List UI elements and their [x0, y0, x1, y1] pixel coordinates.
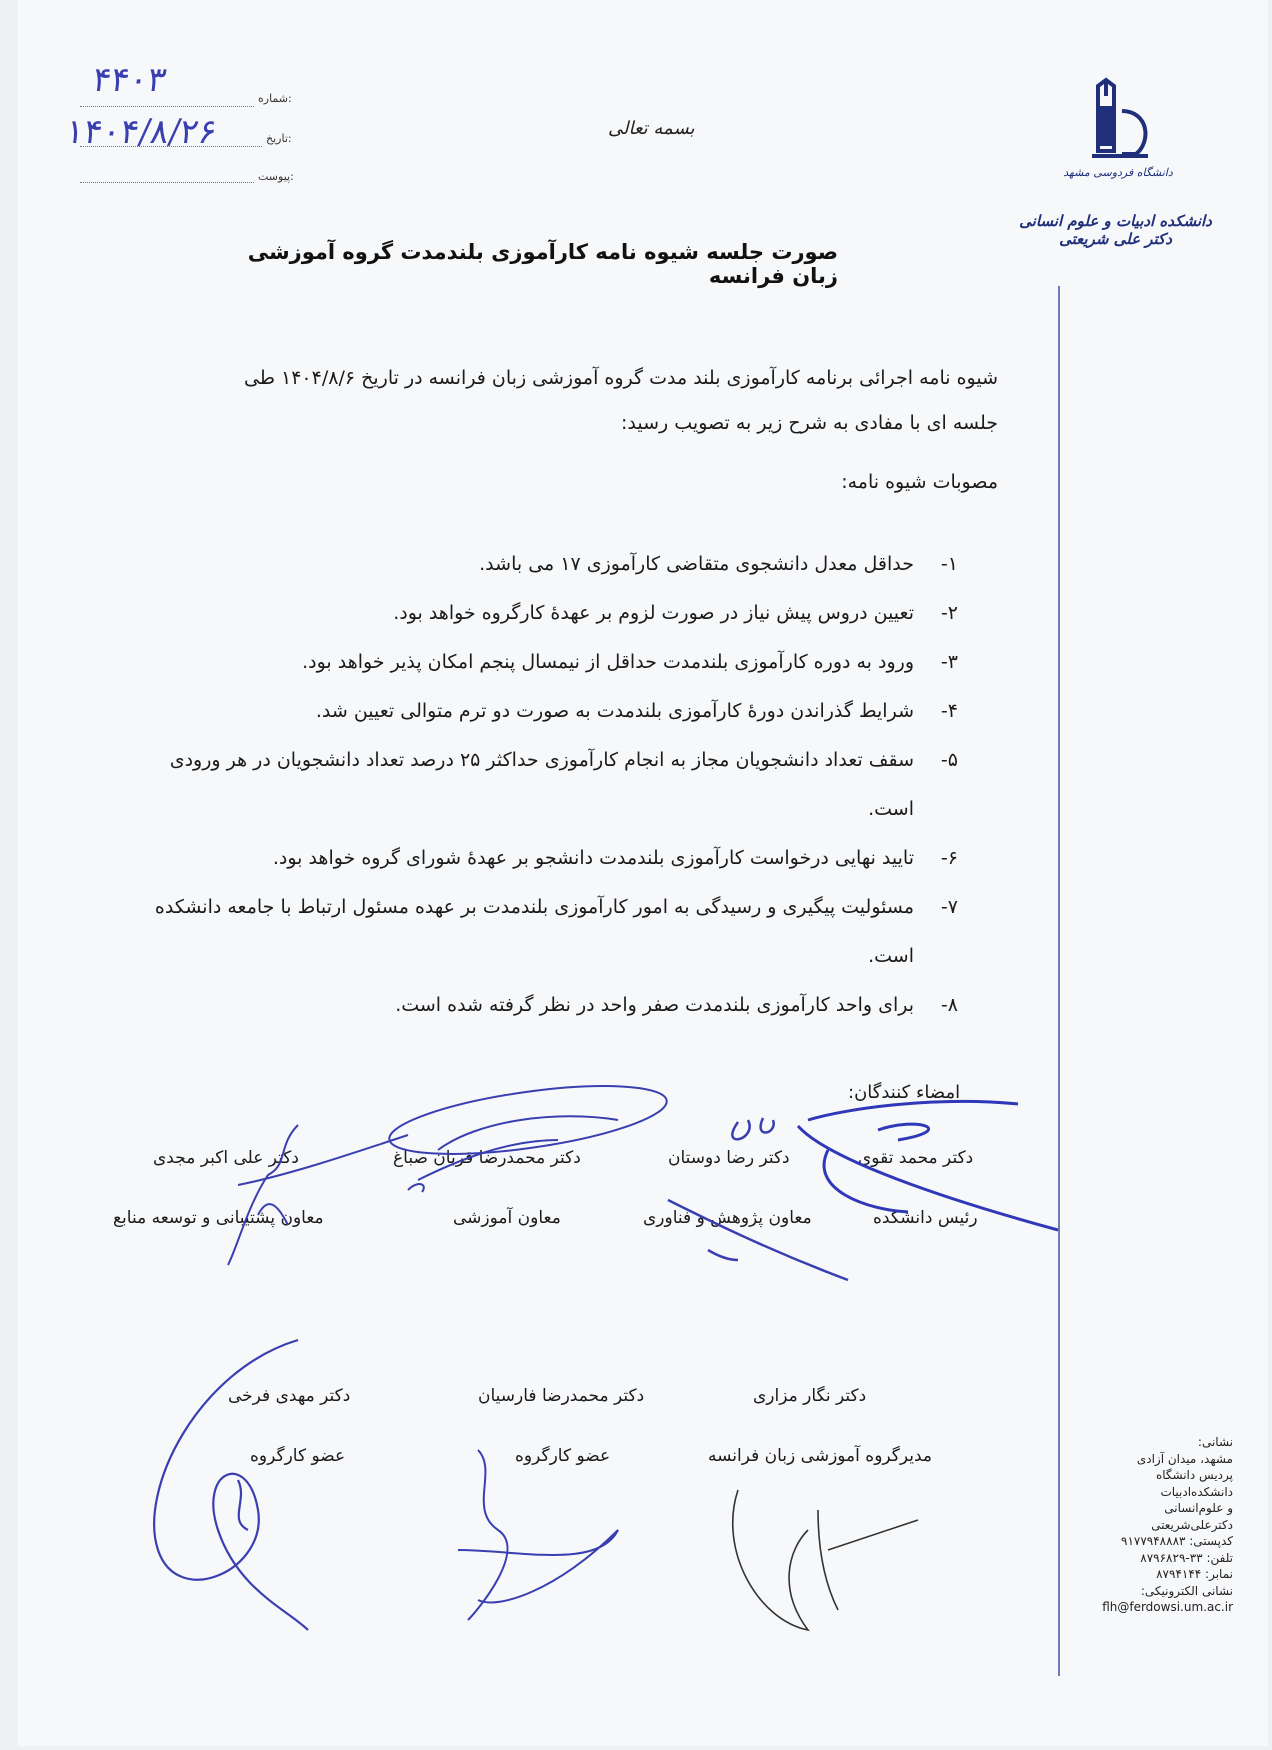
list-item [118, 834, 958, 883]
signatory-name: دکتر محمد تقوی [858, 1148, 974, 1168]
contact-line: تلفن: ۳۳-۸۷۹۶۸۲۹ [1140, 1550, 1233, 1565]
number-line [80, 106, 254, 107]
university-logo-text: دانشگاه فردوسی مشهد [1063, 166, 1173, 179]
contact-line: پردیس دانشگاه [1155, 1468, 1233, 1482]
attachment-label: پیوست: [258, 170, 294, 183]
item-text: مسئولیت پیگیری و رسیدگی به امور کارآموزی بلندمدت بر عهده مسئول ارتباط با جامعه دانشکده است. [154, 896, 914, 967]
signature-farsian-icon [438, 1430, 638, 1630]
signatory-title: معاون پژوهش و فناوری [643, 1208, 812, 1228]
basmala: بسمه تعالی [608, 118, 695, 139]
contact-email-link[interactable]: flh@ferdowsi.um.ac.ir [1102, 1600, 1233, 1614]
item-text: تایید نهایی درخواست کارآموزی بلندمدت دانشجو بر عهدۀ شورای گروه خواهد بود. [272, 847, 914, 869]
item-text: ورود به دوره کارآموزی بلندمدت حداقل از نیمسال پنجم امکان پذیر خواهد بود. [302, 651, 914, 673]
item-text: برای واحد کارآموزی بلندمدت صفر واحد در نظر گرفته شده است. [395, 994, 914, 1016]
item-text: تعیین دروس پیش نیاز در صورت لزوم بر عهدۀ کارگروه خواهد بود. [393, 602, 914, 624]
signatory-name: دکتر محمدرضا قربان صباغ [393, 1148, 581, 1168]
signatory-title: عضو کارگروه [515, 1446, 611, 1466]
item-number: ۸- [940, 994, 958, 1016]
signatory-name: دکتر علی اکبر مجدی [153, 1148, 299, 1168]
item-number: ۷- [940, 896, 958, 918]
item-text: حداقل معدل دانشجوی متقاضی کارآموزی ۱۷ می باشد. [479, 553, 914, 575]
contact-line: مشهد، میدان آزادی [1136, 1451, 1233, 1466]
date-handwritten: ۱۴۰۴/۸/۲۶ [63, 112, 220, 152]
document-title: صورت جلسه شیوه نامه کارآموزی بلندمدت گروه آموزشی زبان فرانسه [247, 240, 838, 288]
attachment-line [80, 182, 254, 183]
contact-line: نشانی: [1197, 1435, 1233, 1449]
date-label: تاریخ: [266, 132, 292, 145]
intro-line-2: جلسه ای با مفادی به شرح زیر به تصویب رسید: [621, 412, 998, 434]
item-number: ۳- [940, 651, 958, 673]
list-item [118, 638, 958, 687]
signatory-title: معاون پشتیبانی و توسعه منابع [113, 1208, 324, 1228]
item-number: ۴- [940, 700, 958, 722]
signatory-title: مدیرگروه آموزشی زبان فرانسه [708, 1446, 933, 1466]
contact-line: و علوم‌انسانی [1164, 1501, 1233, 1515]
intro-line-1: شیوه نامه اجرائی برنامه کارآموزی بلند مدت گروه آموزشی زبان فرانسه در تاریخ ۱۴۰۴/۸/۶ طی [244, 367, 998, 389]
approvals-heading: مصوبات شیوه نامه: [841, 471, 998, 493]
document-page [18, 0, 1268, 1746]
signatory-name: دکتر محمدرضا فارسیان [478, 1386, 645, 1406]
signature-mazari-icon [718, 1470, 938, 1640]
faculty-name: دانشکده ادبیات و علوم انسانی دکتر علی شریعتی [1019, 212, 1212, 248]
approvals-list [118, 540, 958, 1030]
list-item [118, 589, 958, 638]
number-handwritten: ۴۴۰۳ [90, 60, 169, 100]
signatory-name: دکتر مهدی فرخی [228, 1386, 351, 1406]
list-item [118, 687, 958, 736]
intro-paragraph [128, 356, 998, 505]
item-number: ۶- [940, 847, 958, 869]
university-logo-icon [1063, 76, 1173, 186]
list-item [118, 736, 958, 834]
contact-line: کدپستی: ۹۱۷۷۹۴۸۸۸۳ [1121, 1534, 1233, 1548]
contact-line: دکترعلی‌شریعتی [1151, 1517, 1233, 1532]
list-item [118, 981, 958, 1030]
item-number: ۲- [940, 602, 958, 624]
contact-block [1058, 1434, 1233, 1616]
signature-farrokhi-icon [138, 1330, 351, 1630]
contact-line: نشانی الکترونیکی: [1140, 1583, 1233, 1598]
signatories-heading: امضاء کنندگان: [848, 1082, 961, 1103]
signatory-title: رئیس دانشکده [873, 1208, 978, 1228]
number-label: شماره: [258, 92, 292, 105]
item-text: شرایط گذراندن دورۀ کارآموزی بلندمدت به صورت دو ترم متوالی تعیین شد. [315, 700, 914, 722]
list-item [118, 540, 958, 589]
item-number: ۵- [940, 749, 958, 771]
item-number: ۱- [940, 553, 958, 575]
signatory-title: معاون آموزشی [453, 1208, 561, 1228]
list-item [118, 883, 958, 981]
signatory-name: دکتر نگار مزاری [753, 1386, 867, 1406]
signatory-name: دکتر رضا دوستان [668, 1148, 790, 1168]
item-text: سقف تعداد دانشجویان مجاز به انجام کارآموزی حداکثر ۲۵ درصد تعداد دانشجویان در هر ورودی است. [169, 749, 914, 820]
signature-majdi-icon [168, 1115, 428, 1275]
contact-line: دانشکده‌ادبیات [1160, 1484, 1233, 1499]
signatory-title: عضو کارگروه [250, 1446, 346, 1466]
contact-line: نمابر: ۸۷۹۴۱۴۴ [1156, 1567, 1233, 1581]
